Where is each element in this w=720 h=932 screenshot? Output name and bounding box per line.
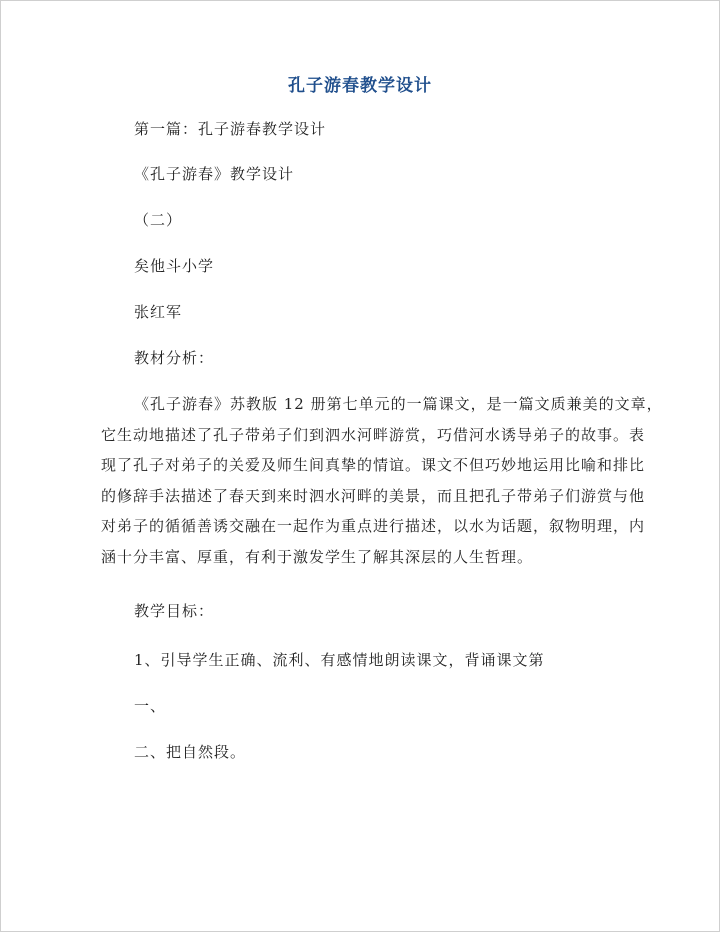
goal-item-3: 二、把自然段。: [134, 743, 247, 761]
analysis-paragraph: [101, 389, 663, 572]
author-name: 张红军: [134, 303, 183, 321]
analysis-heading: 教材分析：: [134, 349, 215, 367]
goal-item-2: 一、: [134, 697, 167, 715]
part-number: （二）: [134, 211, 183, 229]
subtitle: 《孔子游春》教学设计: [134, 165, 295, 183]
paragraph-line: 《孔子游春》苏教版 12 册第七单元的一篇课文，是一篇文质兼美的文章，: [134, 395, 663, 413]
goals-heading: 教学目标：: [134, 602, 215, 620]
paragraph-line: 它生动地描述了孔子带弟子们到泗水河畔游赏，巧借河水诱导弟子的故事。表: [101, 425, 646, 444]
school-name: 矣他斗小学: [134, 257, 215, 275]
goal-item-1: 1、引导学生正确、流利、有感情地朗读课文，背诵课文第: [134, 651, 545, 669]
paragraph-line: 对弟子的循循善诱交融在一起作为重点进行描述，以水为话题，叙物明理，内: [101, 517, 646, 535]
document-title: 孔子游春教学设计: [288, 76, 432, 96]
paragraph-line: 的修辞手法描述了春天到来时泗水河畔的美景，而且把孔子带弟子们游赏与他: [101, 486, 646, 505]
paragraph-line: 现了孔子对弟子的关爱及师生间真挚的情谊。课文不但巧妙地运用比喻和排比: [101, 456, 646, 474]
paragraph-line: 涵十分丰富、厚重，有利于激发学生了解其深层的人生哲理。: [101, 547, 534, 566]
section-heading: 第一篇：孔子游春教学设计: [134, 120, 327, 138]
